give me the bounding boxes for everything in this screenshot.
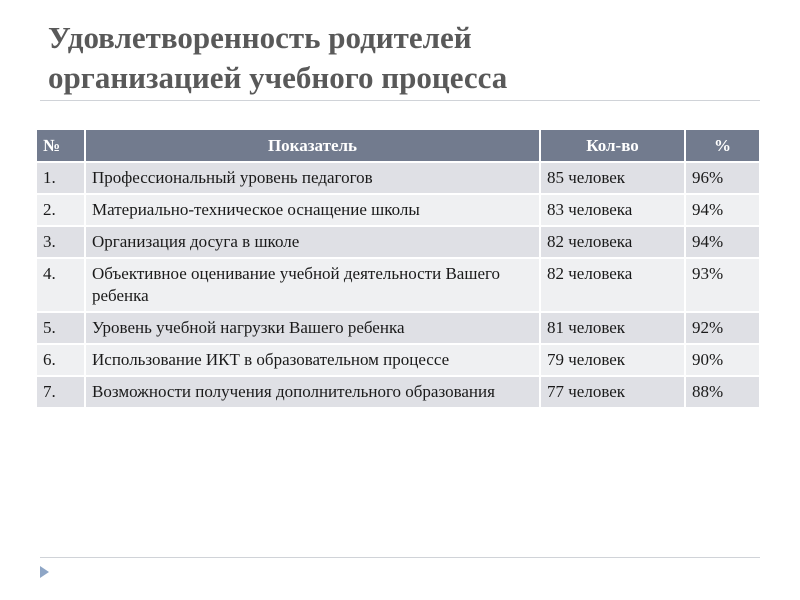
triangle-right-icon: [40, 566, 49, 578]
row-percent: 92%: [685, 312, 759, 344]
row-indicator: Профессиональный уровень педагогов: [85, 162, 540, 194]
table-row: [37, 376, 759, 408]
header-percent: %: [685, 130, 759, 162]
header-number: №: [37, 130, 85, 162]
table-header-row: [37, 130, 759, 162]
row-number: 4.: [37, 258, 85, 312]
row-indicator: Использование ИКТ в образовательном процессе: [85, 344, 540, 376]
row-number: 2.: [37, 194, 85, 226]
header-indicator: Показатель: [85, 130, 540, 162]
row-indicator: Возможности получения дополнительного образования: [85, 376, 540, 408]
row-count: 82 человека: [540, 226, 685, 258]
row-count: 77 человек: [540, 376, 685, 408]
row-count: 85 человек: [540, 162, 685, 194]
table-row: [37, 226, 759, 258]
row-count: 81 человек: [540, 312, 685, 344]
row-percent: 94%: [685, 226, 759, 258]
row-percent: 88%: [685, 376, 759, 408]
title-divider: [40, 100, 760, 101]
table-row: [37, 312, 759, 344]
table-row: [37, 258, 759, 312]
row-indicator: Уровень учебной нагрузки Вашего ребенка: [85, 312, 540, 344]
slide-title-line-2: организацией учебного процесса: [48, 60, 508, 95]
row-percent: 90%: [685, 344, 759, 376]
row-percent: 94%: [685, 194, 759, 226]
row-number: 7.: [37, 376, 85, 408]
row-percent: 96%: [685, 162, 759, 194]
slide-title: [48, 18, 768, 98]
row-percent: 93%: [685, 258, 759, 312]
row-count: 82 человека: [540, 258, 685, 312]
table-row: [37, 344, 759, 376]
row-number: 5.: [37, 312, 85, 344]
row-indicator: Материально-техническое оснащение школы: [85, 194, 540, 226]
row-indicator: Объективное оценивание учебной деятельности Вашего ребенка: [85, 258, 540, 312]
row-count: 79 человек: [540, 344, 685, 376]
table-row: [37, 194, 759, 226]
row-number: 3.: [37, 226, 85, 258]
footer-divider: [40, 557, 760, 558]
row-number: 1.: [37, 162, 85, 194]
row-count: 83 человека: [540, 194, 685, 226]
header-count: Кол-во: [540, 130, 685, 162]
satisfaction-table: [37, 130, 759, 409]
slide-title-line-1: Удовлетворенность родителей: [48, 20, 472, 55]
row-indicator: Организация досуга в школе: [85, 226, 540, 258]
table-row: [37, 162, 759, 194]
row-number: 6.: [37, 344, 85, 376]
